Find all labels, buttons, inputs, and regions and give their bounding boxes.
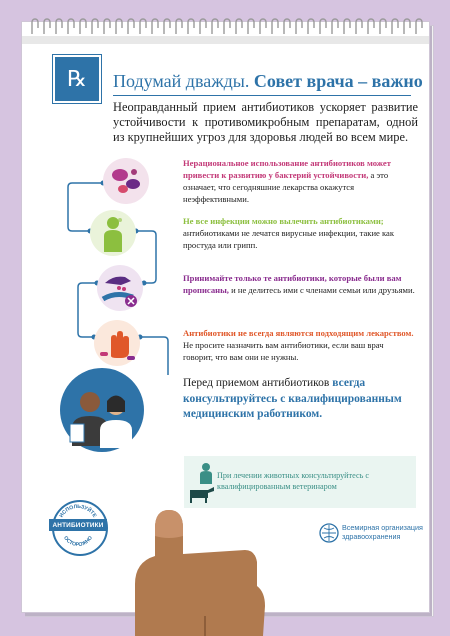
hand-illustration xyxy=(95,466,320,636)
vet-note-text: При лечении животных консультируйтесь с квалифицированным ветеринаром xyxy=(217,471,370,492)
who-logo-text: Всемирная организация здравоохранения xyxy=(342,523,423,541)
hands-pills-illustration xyxy=(97,265,143,311)
stamp-band: АНТИБИОТИКИ xyxy=(49,519,107,531)
paper-top-band xyxy=(22,36,429,44)
intro-text: Неоправданный прием антибиотиков ускоряет развитие устойчивости к противомикробным препаратам, одной из крупнейших угроз для здоровья людей во всем мире. xyxy=(113,100,418,144)
doctors-illustration xyxy=(60,368,144,452)
rx-icon xyxy=(53,55,101,103)
tip-lead: Не все инфекции можно вылечить антибиотиками; xyxy=(183,216,384,226)
rx-symbol: ℞ xyxy=(67,66,87,91)
title-plain: Подумай дважды. xyxy=(113,71,250,91)
svg-text:ИСПОЛЬЗУЙТЕ xyxy=(59,504,98,519)
title-bold: Совет врача – важно xyxy=(253,71,423,91)
tip-body: антибиотиками не лечатся вирусные инфекции, такие как простуда или грипп. xyxy=(183,228,395,251)
stop-hand-illustration xyxy=(94,320,140,366)
bacteria-illustration xyxy=(103,158,149,204)
tip-viral-infections xyxy=(183,215,418,251)
title-underline xyxy=(113,95,411,96)
page-title xyxy=(113,71,423,92)
tip-body: и не делитесь ими с членами семьи или друзьями. xyxy=(228,285,415,296)
tip-lead: Нерациональное использование антибиотиков может привести к развитию у бактерий устойчивости, xyxy=(183,158,391,181)
tip-consult-professional xyxy=(183,376,403,423)
spiral-binding xyxy=(22,14,429,36)
tip-body: а это означает, что сегодняшние лекарства окажутся неэффективными. xyxy=(183,170,389,205)
stamp-bottom-text: ОСТОРОЖНО xyxy=(62,535,94,549)
tip-body: Не просите назначить вам антибиотики, если ваш врач говорит, что вам они не нужны. xyxy=(183,340,384,363)
who-emblem-icon xyxy=(318,522,340,544)
sick-person-illustration xyxy=(90,210,136,256)
tip-lead: Антибиотики не всегда являются подходящим лекарством. xyxy=(183,328,414,338)
tip-prescribed-only xyxy=(183,272,415,296)
tip-resistance xyxy=(183,157,418,205)
tip-lead: Принимайте только те антибиотики, которые были вам прописаны, xyxy=(183,273,402,296)
tip-lead: всегда консультируйтесь с квалифицированным медицинским работником. xyxy=(183,377,402,421)
svg-text:ОСТОРОЖНО xyxy=(62,535,94,548)
tip-not-always-needed xyxy=(183,327,415,363)
stamp-top-text: ИСПОЛЬЗУЙТЕ xyxy=(58,503,98,519)
tip-body: Перед приемом антибиотиков xyxy=(183,377,333,389)
